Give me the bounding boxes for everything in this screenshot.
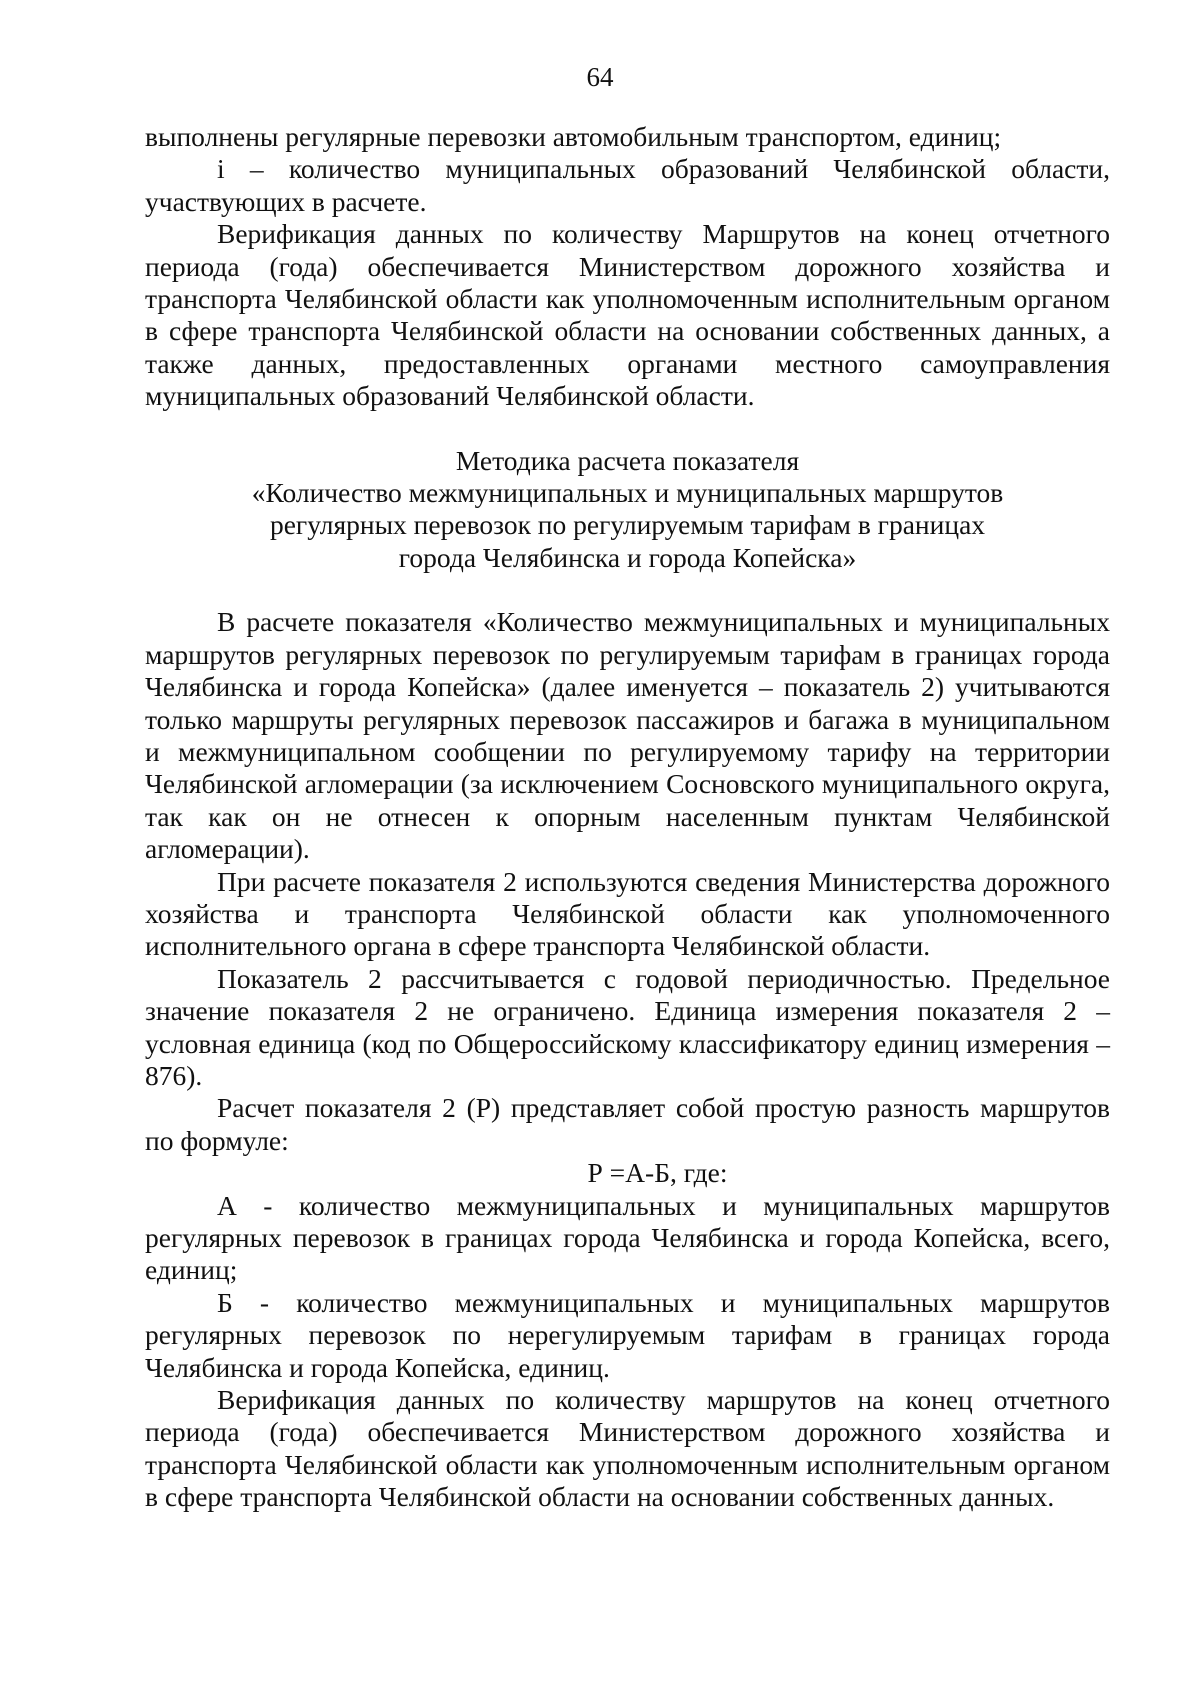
paragraph-continuation: выполнены регулярные перевозки автомобильным транспортом, единиц; (145, 121, 1002, 152)
paragraph-verification-1: Верификация данных по количеству Маршрутов на конец отчетного периода (года) обеспечивается Министерством дорожного хозяйства и транспорта Челябинской области как уполномоченным исполнительным органом в сфере транспорта Челябинской области на основании собственных данных, а также данных, предоставленных органами местного самоуправления муниципальных образований Челябинской области. (145, 218, 1110, 412)
paragraph-scope: В расчете показателя «Количество межмуниципальных и муниципальных маршрутов регулярных перевозок по регулируемым тарифам в границах города Челябинска и города Копейска» (далее именуется – показатель 2) учитываются только маршруты регулярных перевозок пассажиров и багажа в муниципальном и межмуниципальном сообщении по регулируемому тарифу на территории Челябинской агломерации (за исключением Сосновского муниципального округа, так как он не отнесен к опорным населенным пунктам Челябинской агломерации). (145, 606, 1110, 865)
page-number: 64 (586, 62, 614, 92)
formula: Р =А-Б, где: (587, 1157, 728, 1189)
paragraph-formula-intro: Расчет показателя 2 (Р) представляет собой простую разность маршрутов по формуле: (145, 1092, 1110, 1156)
paragraph-sources: При расчете показателя 2 используются сведения Министерства дорожного хозяйства и транспорта Челябинской области как уполномоченного исполнительного органа в сфере транспорта Челябинской области. (145, 865, 1110, 962)
heading-line-2: «Количество межмуниципальных и муниципальных маршрутов (251, 477, 1004, 509)
paragraph-variable-i: i – количество муниципальных образований Челябинской области, участвующих в расчете. (145, 153, 1110, 217)
heading-line-1: Методика расчета показателя (455, 444, 800, 476)
paragraph-variable-a: А - количество межмуниципальных и муниципальных маршрутов регулярных перевозок в границах города Челябинска и города Копейска, всего, единиц; (145, 1189, 1110, 1286)
document-body (145, 121, 1110, 1514)
heading-line-3: регулярных перевозок по регулируемым тарифам в границах (269, 509, 986, 541)
heading-spacer (145, 574, 1110, 606)
heading-line-4: города Челябинска и города Копейска» (398, 541, 857, 573)
paragraph-verification-2: Верификация данных по количеству маршрутов на конец отчетного периода (года) обеспечивается Министерством дорожного хозяйства и транспорта Челябинской области как уполномоченным исполнительным органом в сфере транспорта Челябинской области на основании собственных данных. (145, 1384, 1110, 1513)
paragraph-periodicity: Показатель 2 рассчитывается с годовой периодичностью. Предельное значение показателя 2 не ограничено. Единица измерения показателя 2 – условная единица (код по Общероссийскому классификатору единиц измерения – 876). (145, 962, 1110, 1091)
paragraph-variable-b: Б - количество межмуниципальных и муниципальных маршрутов регулярных перевозок по нерегулируемым тарифам в границах города Челябинска и города Копейска, единиц. (145, 1286, 1110, 1383)
section-heading (145, 445, 1110, 575)
